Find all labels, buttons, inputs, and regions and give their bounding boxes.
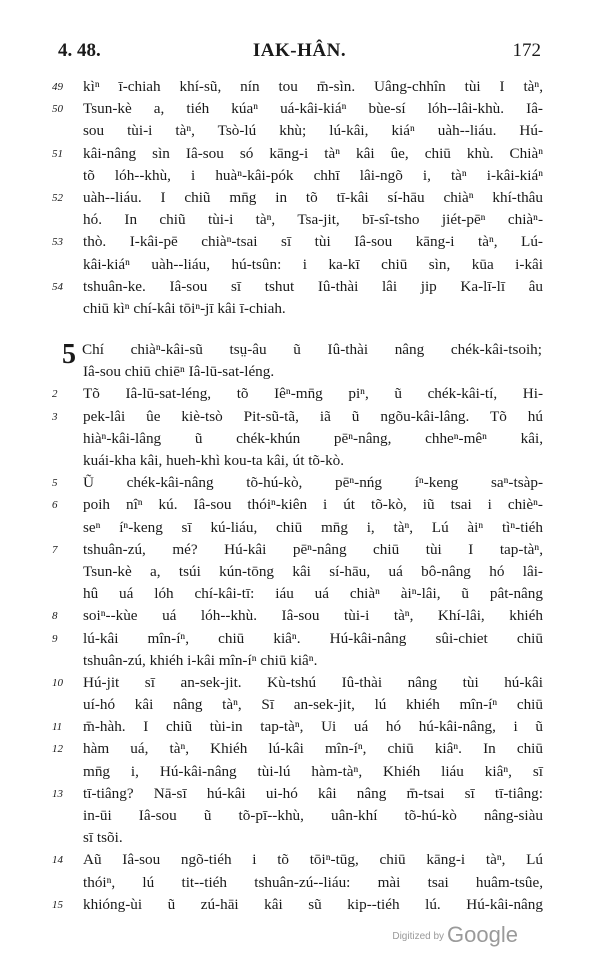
line-text: Tõ Iâ-lū-sat-léng, tõ Iêⁿ-mn̄g piⁿ, ũ chék-kâi-tí, Hi-: [83, 385, 543, 403]
verse-number: 12: [52, 743, 63, 756]
verse-number: 53: [52, 236, 63, 249]
verse-number: 10: [52, 676, 63, 689]
text-line: [0, 494, 543, 516]
line-text: m̄-hàh. I chiũ tùi-in tap-tàⁿ, Ui uá hó hú-kâi-nâng, i ũ: [83, 718, 543, 736]
text-line: [0, 872, 543, 894]
line-text: sī tsõi.: [83, 829, 123, 847]
chapter-verse-reference: 4. 48.: [58, 40, 101, 61]
verse-number: 52: [52, 191, 63, 204]
line-text: tī-tiâng? Nā-sī hú-kâi ui-hó kâi nâng m̄-tsai sī tī-tiâng:: [83, 784, 543, 802]
line-text: in-ūi Iâ-sou ũ tõ-pī--khù, uân-khí tõ-hú-kò nâng-siàu: [83, 807, 543, 824]
text-line: [0, 120, 543, 142]
line-text: Ũ chék-kâi-nâng tõ-hú-kò, pēⁿ-nńg íⁿ-keng saⁿ-tsàp-: [83, 474, 543, 492]
line-text: chiū kìⁿ chí-kâi tōiⁿ-jī kâi ī-chiah.: [83, 299, 286, 317]
text-line: [0, 517, 543, 539]
text-line: [0, 716, 543, 738]
verse-number: 7: [52, 543, 58, 556]
verse-number: 8: [52, 610, 58, 623]
text-line: [0, 76, 543, 98]
text-line: [0, 783, 543, 805]
line-text: poih nîⁿ kú. Iâ-sou thóiⁿ-kiên i út tõ-kò, iũ tsai i chièⁿ-: [83, 496, 543, 514]
text-line: [0, 254, 543, 276]
line-text: tõ lóh--khù, i huàⁿ-kâi-pók chhī lâi-ngõ i, tàⁿ i-kâi-kiáⁿ: [83, 166, 543, 184]
text-line: [0, 827, 543, 849]
text-line: [0, 231, 543, 253]
running-header: [58, 40, 541, 64]
page-number: 172: [512, 40, 541, 61]
line-text: uí-hó kâi nâng tàⁿ, Sī an-sek-jit, lú khiéh mîn-íⁿ chiū: [83, 696, 543, 714]
verse-number: 54: [52, 280, 63, 293]
line-text: khióng-ùi ũ zú-hāi kâi sũ kip--tiéh lú. Hú-kâi-nâng: [83, 895, 543, 913]
text-line: [0, 383, 543, 405]
text-line: [0, 450, 543, 472]
line-text: sou tùi-i tàⁿ, Tsò-lú khù; lú-kâi, kiáⁿ uàh--liáu. Hú-: [83, 122, 543, 140]
line-text: kâi-nâng sìn Iâ-sou só kāng-i tàⁿ kâi ûe, chiū khù. Chiàⁿ: [83, 144, 543, 162]
text-line: [0, 428, 543, 450]
text-line: [0, 628, 543, 650]
line-text: kuái-kha kâi, hueh-khì kou-ta kâi, út tõ-kò.: [83, 452, 345, 469]
line-text: hàm uá, tàⁿ, Khiéh lú-kâi mîn-íⁿ, chiū kiâⁿ. In chiū: [83, 740, 543, 758]
line-text: Hú-jit sī an-sek-jit. Kù-tshú Iû-thài nâng tùi hú-kâi: [83, 673, 543, 691]
text-line: [0, 276, 543, 298]
line-text: Aũ Iâ-sou ngõ-tiéh i tõ tōiⁿ-tūg, chiū kāng-i tàⁿ, Lú: [83, 851, 543, 869]
text-line: [0, 583, 543, 605]
line-text: mn̄g i, Hú-kâi-nâng tùi-lú hàm-tàⁿ, Khiéh liáu kiâⁿ, sī: [83, 762, 543, 780]
text-line: [0, 694, 543, 716]
text-line: [0, 98, 543, 120]
text-line: [0, 849, 543, 871]
text-line: [0, 187, 543, 209]
text-line: [0, 539, 543, 561]
line-text: hû uá lóh chí-kâi-tī: iáu uá chiàⁿ àiⁿ-lâi, ũ pât-nâng: [83, 585, 543, 603]
line-text: Tsun-kè a, tiéh kúaⁿ uá-kâi-kiáⁿ bùe-sí lóh--lâi-khù. Iâ-: [83, 100, 543, 118]
line-text: uàh--liáu. I chiũ mn̄g in tõ tī-kâi sí-hāu chiàⁿ khí-thâu: [83, 188, 543, 206]
chapter-number: 5: [62, 339, 76, 371]
line-text: thò. I-kâi-pē chiàⁿ-tsai sī tùi Iâ-sou kāng-i tàⁿ, Lú-: [83, 233, 543, 251]
book-title: IAK-HÂN.: [252, 40, 347, 61]
verse-number: 13: [52, 787, 63, 800]
line-text: Tsun-kè a, tsúi kún-tōng kâi sí-hāu, uá bô-nâng hó lâi-: [83, 562, 543, 580]
line-text: soiⁿ--kùe uá lóh--khù. Iâ-sou tùi-i tàⁿ, Khí-lâi, khiéh: [83, 607, 543, 625]
text-line: [0, 406, 543, 428]
verse-number: 9: [52, 632, 58, 645]
verse-number: 2: [52, 388, 58, 401]
google-logo: Google: [447, 922, 518, 947]
text-line: [0, 805, 543, 827]
watermark-digitized-by: Digitized by: [392, 931, 445, 942]
line-text: Iâ-sou chiū chiēⁿ Iâ-lū-sat-léng.: [83, 363, 275, 381]
text-line: [0, 361, 543, 383]
chapter-gap: [0, 320, 615, 339]
verse-number: 49: [52, 81, 63, 93]
line-text: Chí chiàⁿ-kâi-sũ tsṳ-âu ũ Iû-thài nâng chék-kâi-tsoih;: [82, 341, 542, 359]
text-line: [0, 561, 543, 583]
line-text: hó. In chiũ tùi-i tàⁿ, Tsa-jit, bī-sî-tsho jiét-pēⁿ chiàⁿ-: [83, 211, 543, 229]
line-text: hiàⁿ-kâi-lâng ũ chék-khún pēⁿ-nâng, chheⁿ-mêⁿ kâi,: [83, 429, 543, 447]
text-line: [0, 605, 543, 627]
text-line: [0, 143, 543, 165]
line-text: seⁿ íⁿ-keng sī kú-liáu, chiū mn̄g i, tàⁿ, Lú àiⁿ tìⁿ-tiéh: [83, 518, 543, 536]
verse-number: 51: [52, 147, 63, 160]
text-line: [0, 165, 543, 187]
verse-number: 6: [52, 499, 58, 512]
line-text: lú-kâi mîn-íⁿ, chiū kiâⁿ. Hú-kâi-nâng sûi-chiet chiū: [83, 629, 543, 647]
line-text: kìⁿ ī-chiah khí-sũ, nín tou m̄-sìn. Uâng-chhîn tùi I tàⁿ,: [83, 78, 543, 95]
text-line: [0, 298, 543, 320]
line-text: tshuân-zú, mé? Hú-kâi pēⁿ-nâng chiū tùi I tap-tàⁿ,: [83, 540, 543, 558]
line-text: thóiⁿ, lú tit--tiéh tshuân-zú--liáu: mài tsai huâm-tsûe,: [83, 873, 543, 891]
text-line: [0, 339, 542, 371]
line-text: pek-lâi ûe kiè-tsò Pit-sũ-tã, iã ũ ngõu-kâi-lâng. Tõ hú: [83, 407, 543, 425]
verse-number: 15: [52, 898, 63, 911]
verse-number: 50: [52, 103, 63, 116]
text-line: [0, 472, 543, 494]
text-line: [0, 761, 543, 783]
line-text: kâi-kiáⁿ uàh--liáu, hú-tsûn: i ka-kī chiū sìn, kūa i-kâi: [83, 255, 543, 273]
scripture-text: [0, 76, 615, 916]
text-line: [0, 650, 543, 672]
verse-number: 3: [52, 410, 58, 423]
verse-number: 14: [52, 854, 63, 867]
line-text: tshuân-zú, khiéh i-kâi mîn-íⁿ chiū kiâⁿ.: [83, 651, 318, 669]
line-text: tshuân-ke. Iâ-sou sī tshut Iû-thài lâi jip Ka-lī-lī âu: [83, 277, 543, 295]
text-line: [0, 209, 543, 231]
text-line: [0, 738, 543, 760]
text-line: [0, 894, 543, 916]
watermark: [392, 922, 518, 948]
verse-number: 5: [52, 477, 58, 490]
verse-number: 11: [52, 721, 63, 734]
text-line: [0, 672, 543, 694]
